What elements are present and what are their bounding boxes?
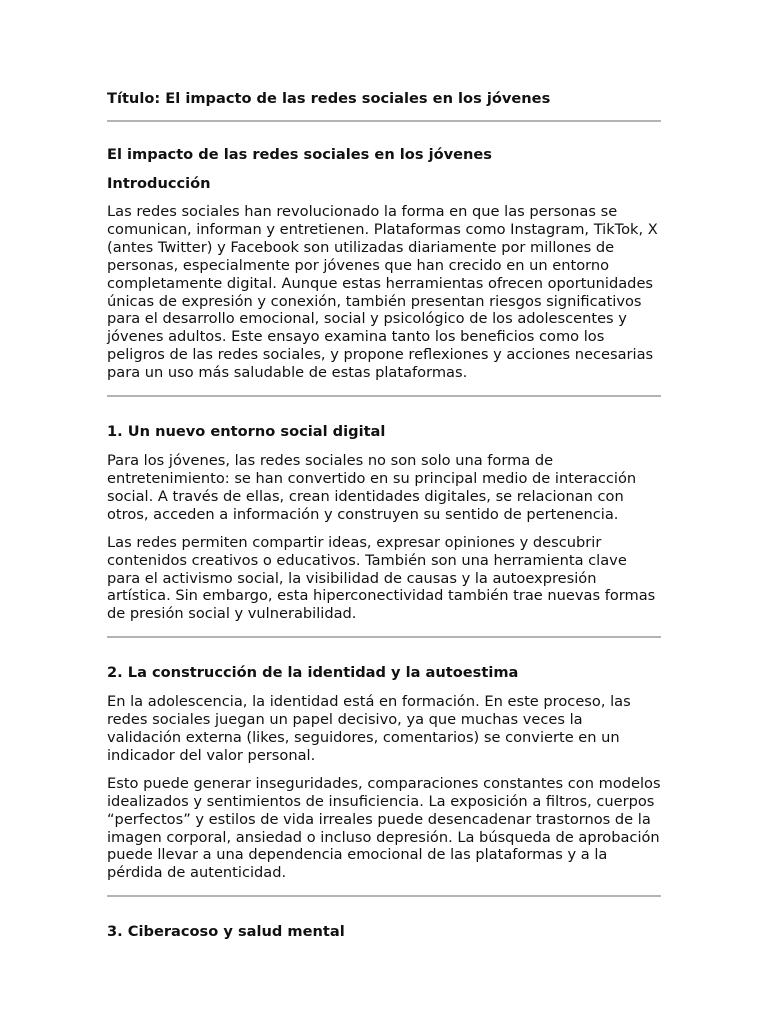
- document-title: Título: El impacto de las redes sociales en los jóvenes: [107, 90, 551, 107]
- main-heading: El impacto de las redes sociales en los jóvenes: [107, 146, 492, 163]
- document-page: [107, 88, 661, 943]
- section-divider: [107, 636, 661, 638]
- section-1-paragraph-1: Para los jóvenes, las redes sociales no son solo una forma de entretenimiento: se han convertido en su principal medio de interacción social. A través de ellas, crean identidades digitales, se relacionan con otros, acceden a información y construyen su sentido de pertenencia.: [107, 452, 637, 523]
- intro-paragraph: Las redes sociales han revolucionado la forma en que las personas se comunican, informan y entretienen. Plataformas como Instagram, TikTok, X (antes Twitter) y Facebook son utilizadas diariamente por millones de personas, especialmente por jóvenes que han crecido en un entorno completamente digital. Aunque estas herramientas ofrecen oportunidades únicas de expresión y conexión, también presentan riesgos significativos para el desarrollo emocional, social y psicológico de los adolescentes y jóvenes adultos. Este ensayo examina tanto los beneficios como los peligros de las redes sociales, y propone reflexiones y acciones necesarias para un uso más saludable de estas plataformas.: [107, 203, 658, 382]
- section-2-paragraph-2: Esto puede generar inseguridades, comparaciones constantes con modelos idealizados y sentimientos de insuficiencia. La exposición a filtros, cuerpos “perfectos” y estilos de vida irreales puede desencadenar trastornos de la imagen corporal, ansiedad o incluso depresión. La búsqueda de aprobación puede llevar a una dependencia emocional de las plataformas y a la pérdida de autenticidad.: [107, 774, 661, 882]
- section-3-heading: 3. Ciberacoso y salud mental: [107, 923, 345, 941]
- section-1-paragraph-2: Las redes permiten compartir ideas, expresar opiniones y descubrir contenidos creativos o educativos. También son una herramienta clave para el activismo social, la visibilidad de causas y la autoexpresión artística. Sin embargo, esta hiperconectividad también trae nuevas formas de presión social y vulnerabilidad.: [107, 533, 656, 623]
- section-divider: [107, 395, 661, 397]
- section-1-heading: 1. Un nuevo entorno social digital: [107, 423, 386, 441]
- section-2-paragraph-1: En la adolescencia, la identidad está en formación. En este proceso, las redes sociales juegan un papel decisivo, ya que muchas veces la validación externa (likes, seguidores, comentarios) se convierte en un indicador del valor personal.: [107, 693, 631, 764]
- section-2-heading: 2. La construcción de la identidad y la autoestima: [107, 664, 519, 682]
- intro-heading: Introducción: [107, 175, 211, 192]
- title-divider: [107, 120, 661, 122]
- section-divider: [107, 895, 661, 897]
